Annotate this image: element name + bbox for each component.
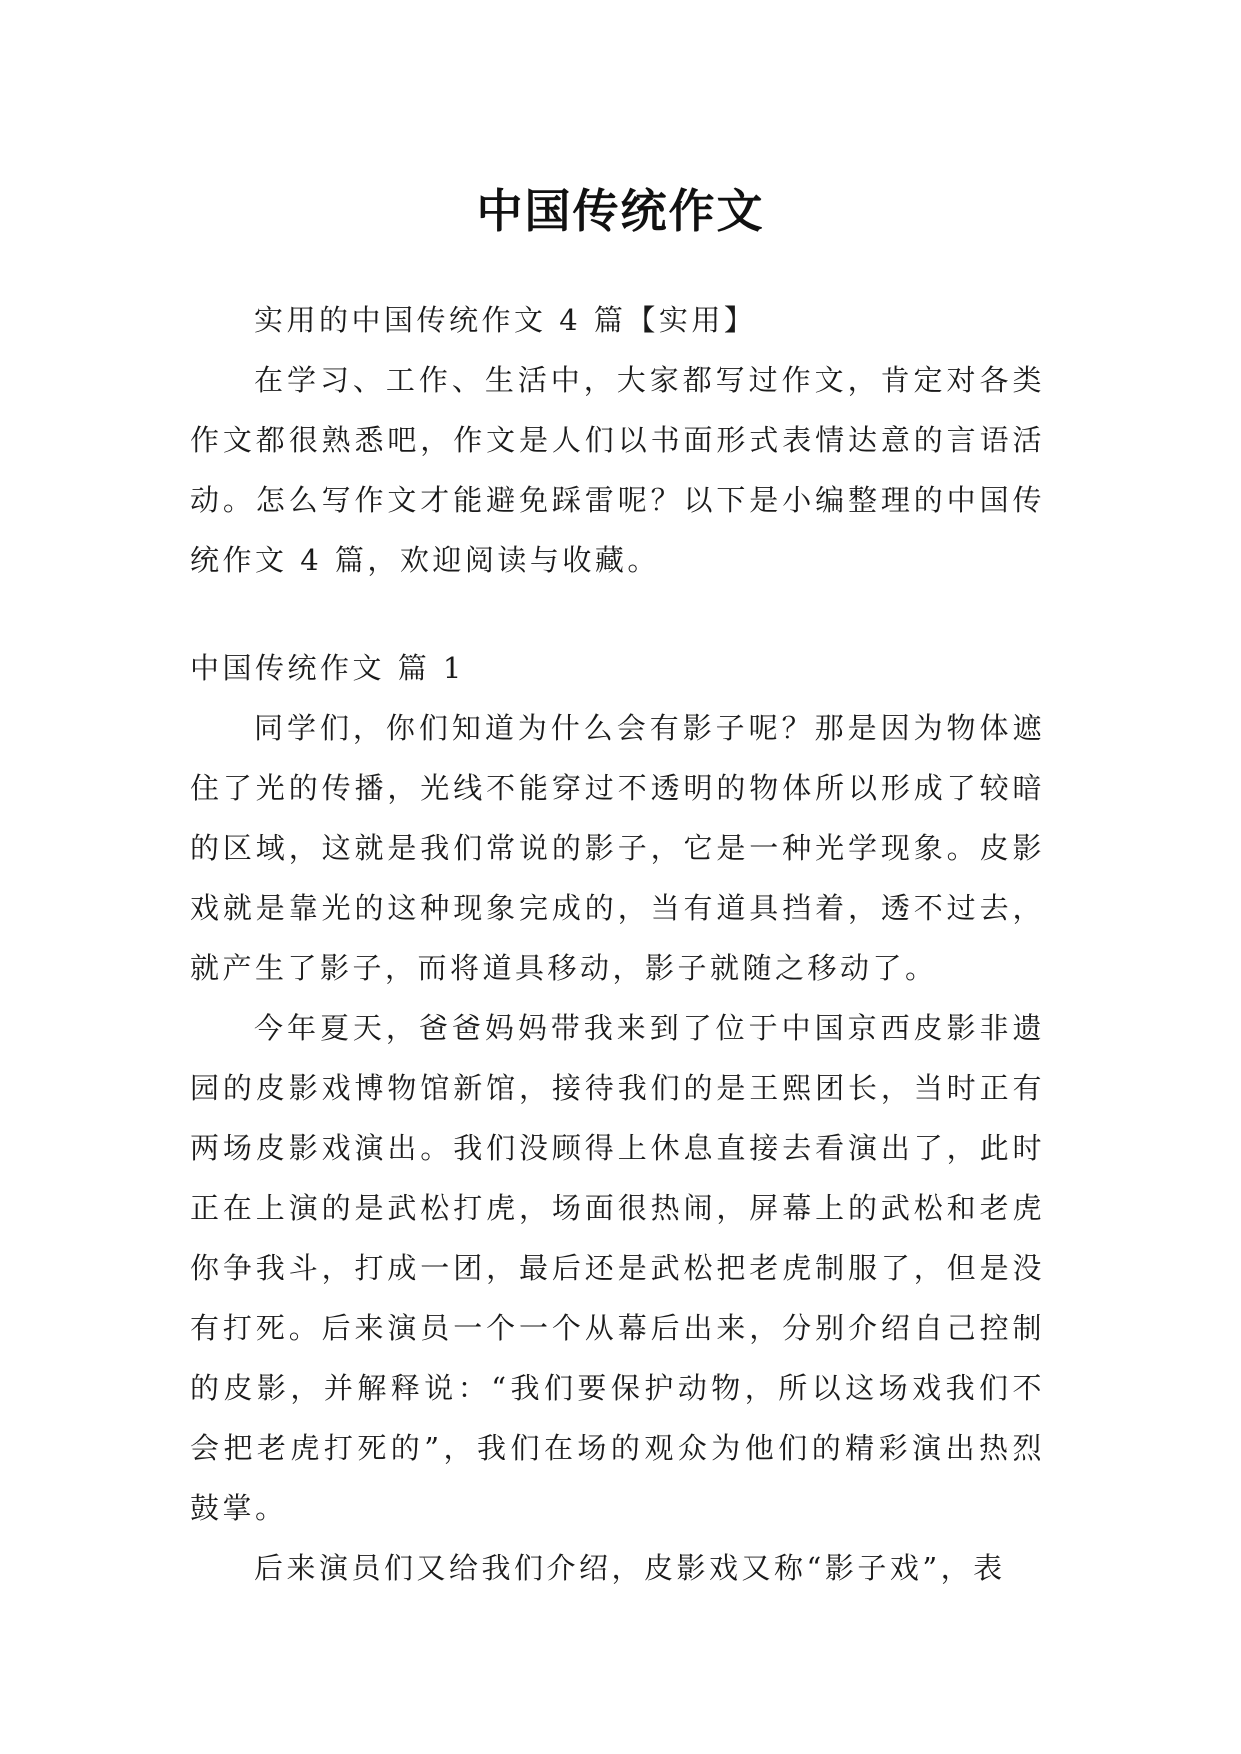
subtitle-line: 实用的中国传统作文 4 篇【实用】	[254, 303, 757, 337]
body-paragraph: 今年夏天，爸爸妈妈带我来到了位于中国京西皮影非遗园的皮影戏博物馆新馆，接待我们的是王熙团长，当时正有两场皮影戏演出。我们没顾得上休息直接去看演出了，此时正在上演的是武松打虎，场面很热闹，屏幕上的武松和老虎你争我斗，打成一团，最后还是武松把老虎制服了，但是没有打死。后来演员一个一个从幕后出来，分别介绍自己控制的皮影，并解释说：“我们要保护动物，所以这场戏我们不会把老虎打死的”，我们在场的观众为他们的精彩演出热烈鼓掌。	[190, 1011, 1045, 1525]
body-paragraph: 后来演员们又给我们介绍，皮影戏又称“影子戏”，表	[254, 1551, 1006, 1585]
article-block	[190, 638, 1045, 1598]
intro-block	[190, 290, 1045, 590]
intro-paragraph: 在学习、工作、生活中，大家都写过作文，肯定对各类作文都很熟悉吧，作文是人们以书面形式表情达意的言语活动。怎么写作文才能避免踩雷呢？以下是小编整理的中国传统作文 4 篇，欢迎阅读与收藏。	[190, 363, 1045, 577]
body-paragraph: 同学们，你们知道为什么会有影子呢？那是因为物体遮住了光的传播，光线不能穿过不透明的物体所以形成了较暗的区域，这就是我们常说的影子，它是一种光学现象。皮影戏就是靠光的这种现象完成的，当有道具挡着，透不过去，就产生了影子，而将道具移动，影子就随之移动了。	[190, 711, 1045, 985]
section-heading: 中国传统作文 篇 1	[190, 651, 465, 685]
document-title: 中国传统作文	[476, 183, 765, 238]
